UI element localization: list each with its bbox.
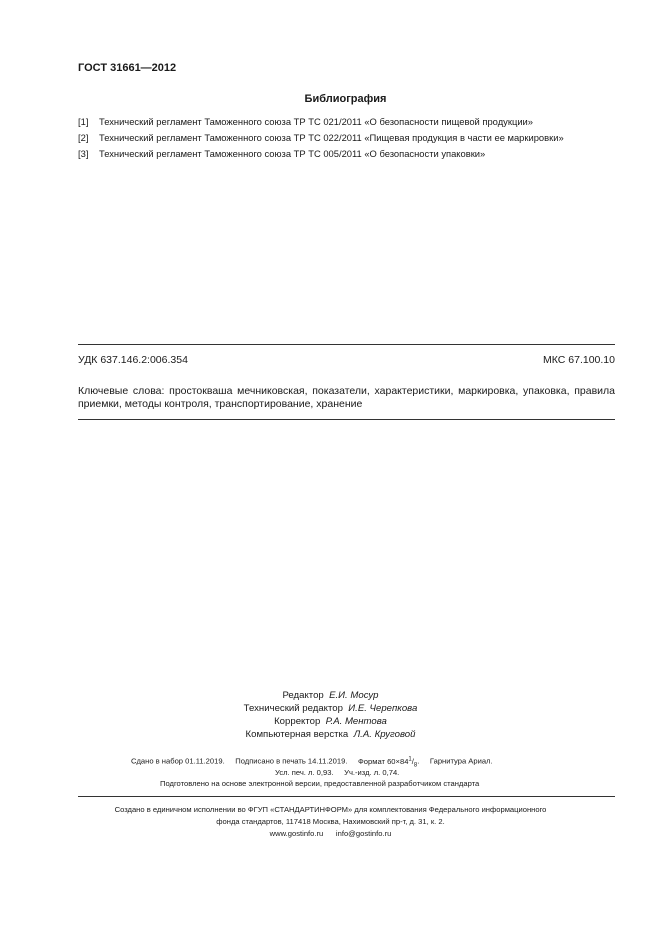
publisher-sheets: Уч.-изд. л. 0,74. (344, 768, 400, 777)
staff-name: И.Е. Черепкова (348, 703, 418, 714)
footer-email-link[interactable]: info@gostinfo.ru (335, 829, 392, 838)
staff-role: Компьютерная верстка (245, 729, 349, 740)
staff-name: Р.А. Ментова (325, 716, 387, 727)
staff-line-corrector (0, 716, 661, 727)
bibliography-item-text: Технический регламент Таможенного союза ТР ТС 022/2011 «Пищевая продукция в части ее маркировки» (99, 132, 564, 143)
print-info-line-1: Сдано в набор 01.11.2019. Подписано в печать 14.11.2019. Формат $60\times 84^1/_8$. Гарнитура Ариал. (131, 756, 493, 769)
bibliography-item-text: Технический регламент Таможенного союза ТР ТС 005/2011 «О безопасности упаковки» (99, 148, 486, 159)
staff-role: Корректор (274, 716, 321, 727)
footer-line-2: фонда стандартов, 117418 Москва, Нахимовский пр-т, д. 31, к. 2. (216, 817, 445, 826)
udk-code: УДК 637.146.2:006.354 (78, 354, 188, 366)
bibliography-item (78, 132, 564, 143)
bibliography-item-text: Технический регламент Таможенного союза ТР ТС 021/2011 «О безопасности пищевой продукции» (99, 116, 534, 127)
footer-line-1: Создано в единичном исполнении во ФГУП «СТАНДАРТИНФОРМ» для комплектования Федерального информационного (114, 805, 547, 814)
divider-keywords (78, 419, 615, 420)
paper-format: Формат $60\times 84^1/_8$ (358, 756, 418, 769)
standard-code: ГОСТ 31661—2012 (78, 62, 177, 74)
print-info-line-2 (275, 768, 399, 777)
staff-role: Редактор (282, 690, 324, 701)
submitted-date: Сдано в набор 01.11.2019. (131, 756, 225, 766)
staff-role: Технический редактор (243, 703, 343, 714)
bibliography-item (78, 116, 533, 127)
signed-date: Подписано в печать 14.11.2019. (235, 756, 348, 766)
mks-code: МКС 67.100.10 (543, 354, 615, 366)
bibliography-item-number: [3] (78, 148, 89, 159)
staff-name: Е.И. Мосур (329, 690, 379, 701)
staff-line-layout (0, 729, 661, 740)
staff-name: Л.А. Круговой (353, 729, 416, 740)
footer-website-link[interactable]: www.gostinfo.ru (269, 829, 324, 838)
staff-line-tech-editor (0, 703, 661, 714)
bibliography-title: Библиография (304, 93, 387, 105)
print-sheets: Усл. печ. л. 0,93. (275, 768, 334, 777)
divider-footer (78, 796, 615, 797)
divider-top (78, 344, 615, 345)
bibliography-item-number: [2] (78, 132, 89, 143)
footer-contacts (0, 829, 661, 838)
keywords: Ключевые слова: простокваша мечниковская, показатели, характеристики, маркировка, упаковка, правила приемки, методы контроля, транспортирование, хранение (78, 385, 615, 410)
typeface: Гарнитура Ариал. (429, 756, 493, 766)
bibliography-item (78, 148, 485, 159)
staff-line-editor (0, 690, 661, 701)
bibliography-item-number: [1] (78, 116, 89, 127)
prepared-note: Подготовлено на основе электронной версии, предоставленной разработчиком стандарта (160, 779, 480, 788)
